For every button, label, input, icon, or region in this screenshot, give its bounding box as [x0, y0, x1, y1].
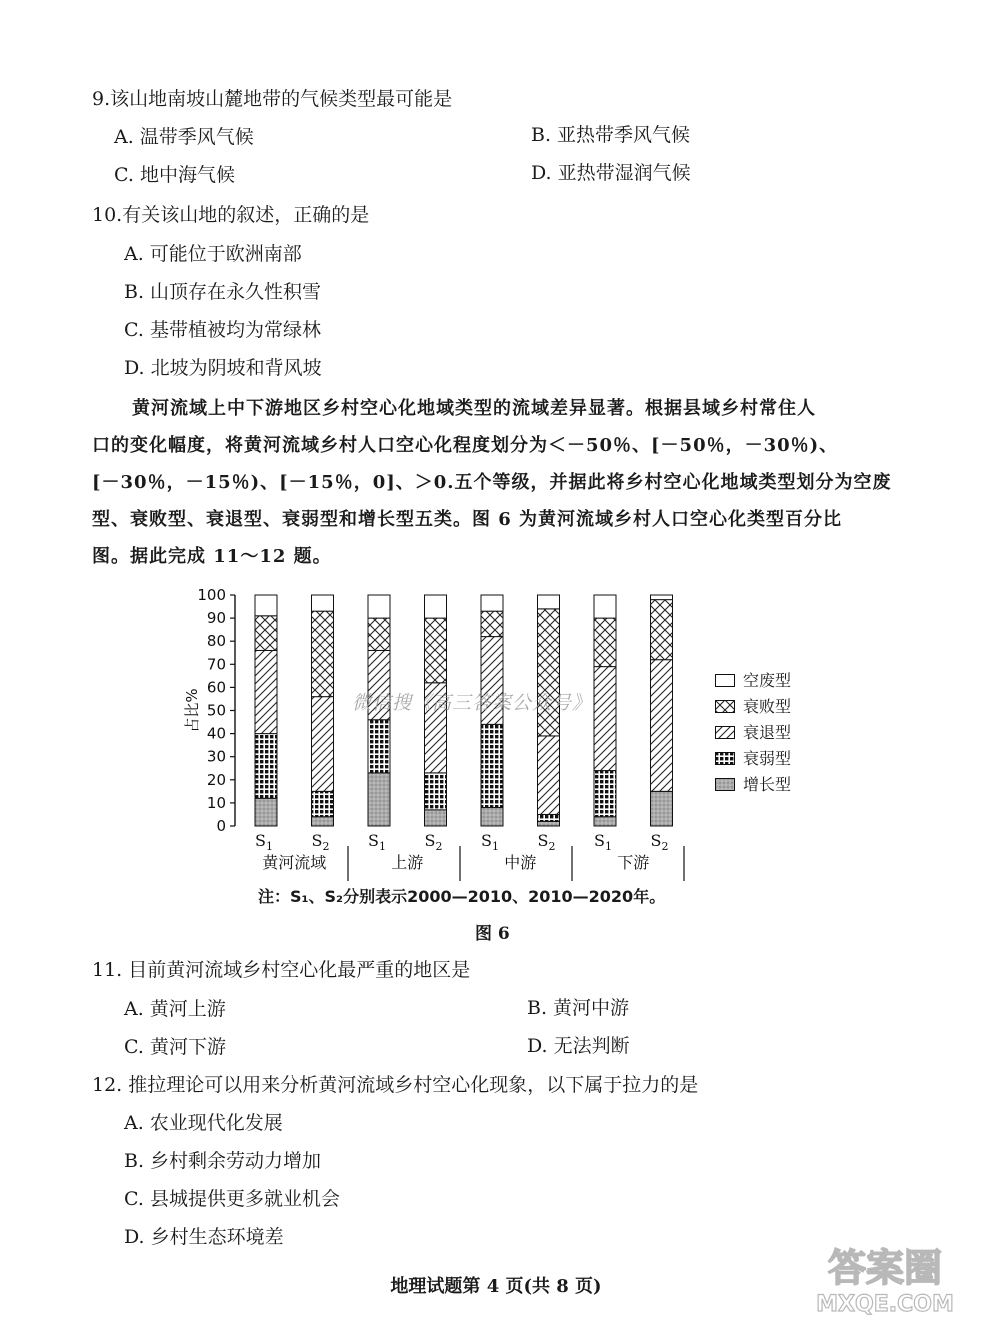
bar-segment-zengzhang: [312, 817, 334, 826]
bar-segment-kongfei: [312, 595, 334, 611]
q10-option-c: C. 基带植被均为常绿林: [124, 319, 321, 341]
legend-label: 衰退型: [743, 723, 792, 742]
group-label: 中游: [504, 853, 537, 872]
site-logo: [796, 1237, 974, 1317]
bar-segment-kongfei: [651, 595, 673, 600]
bar-segment-kongfei: [594, 595, 616, 618]
bar-segment-shuaitui: [538, 736, 560, 815]
page-footer: 地理试题第 4 页(共 8 页): [390, 1276, 602, 1297]
bar-segment-shuaitui: [594, 667, 616, 771]
passage-line: 型、衰败型、衰退型、衰弱型和增长型五类。图 6 为黄河流域乡村人口空心化类型百分比: [92, 509, 843, 530]
legend-swatch-zengzhang: [715, 778, 735, 791]
q9-option-a: A. 温带季风气候: [114, 126, 254, 148]
bar-segment-shuaibai: [538, 609, 560, 736]
legend-swatch-shuaitui: [715, 726, 735, 739]
figure-caption: 图 6: [475, 924, 510, 944]
passage-line: [－30％，－15％)、[－15％，0]、＞0.五个等级，并据此将乡村空心化地域类型划分为空废: [92, 472, 892, 493]
q12-option-a: A. 农业现代化发展: [124, 1112, 283, 1134]
legend-swatch-shuaibai: [715, 700, 735, 713]
passage-line: 黄河流域上中下游地区乡村空心化地域类型的流域差异显著。根据县域乡村常住人: [132, 398, 816, 419]
y-tick-label: 0: [216, 817, 226, 835]
y-axis-label: 占比%: [183, 688, 201, 733]
q9-option-c: C. 地中海气候: [114, 164, 235, 186]
bar-segment-shuairuo: [594, 771, 616, 817]
q10-option-b: B. 山顶存在永久性积雪: [124, 281, 322, 303]
y-tick-label: 100: [197, 586, 226, 604]
q12-option-d: D. 乡村生态环境差: [124, 1226, 284, 1248]
y-tick-label: 60: [206, 678, 226, 697]
q9-option-b: B. 亚热带季风气候: [531, 124, 691, 146]
bar-segment-shuairuo: [255, 734, 277, 799]
q11-option-b: B. 黄河中游: [527, 997, 630, 1019]
bar-segment-shuaibai: [651, 600, 673, 660]
legend-label: 空废型: [743, 671, 792, 690]
x-tick-label: $S_2$: [650, 831, 669, 853]
bar-segment-kongfei: [538, 595, 560, 609]
bar-segment-zengzhang: [594, 817, 616, 826]
bar-segment-shuaitui: [651, 660, 673, 792]
q11-option-d: D. 无法判断: [527, 1035, 630, 1057]
bar-segment-shuaibai: [255, 616, 277, 651]
bar-segment-shuairuo: [481, 724, 503, 807]
q12-stem: 12. 推拉理论可以用来分析黄河流域乡村空心化现象，以下属于拉力的是: [92, 1074, 699, 1096]
logo-url: MXQE.COM: [816, 1292, 954, 1317]
stacked-bar-chart: [175, 580, 715, 910]
y-tick-label: 80: [206, 632, 226, 651]
bar-segment-kongfei: [425, 595, 447, 618]
bar-segment-shuairuo: [368, 720, 390, 773]
y-tick-label: 70: [206, 655, 226, 674]
q9-option-d: D. 亚热带湿润气候: [531, 162, 691, 184]
bar-segment-shuairuo: [425, 773, 447, 810]
q9-stem: 9.该山地南坡山麓地带的气候类型最可能是: [92, 88, 453, 110]
y-tick-label: 40: [206, 724, 226, 743]
x-tick-label: $S_2$: [424, 831, 443, 853]
bar-segment-shuaibai: [425, 618, 447, 683]
watermark-text: 微信搜《高三答案公众号》: [352, 692, 593, 714]
bar-segment-kongfei: [481, 595, 503, 611]
passage: [92, 390, 892, 575]
bar-segment-shuaibai: [312, 611, 334, 696]
q11-option-a: A. 黄河上游: [124, 998, 226, 1020]
passage-line: 口的变化幅度，将黄河流域乡村人口空心化程度划分为＜－50％、[－50％，－30％)、: [92, 435, 839, 456]
x-tick-label: $S_1$: [255, 831, 273, 853]
q12-option-c: C. 县城提供更多就业机会: [124, 1188, 340, 1210]
y-tick-label: 90: [206, 609, 226, 628]
group-label: 上游: [391, 853, 424, 872]
bar-segment-shuairuo: [312, 791, 334, 816]
y-tick-label: 20: [206, 770, 226, 789]
y-tick-label: 50: [206, 701, 226, 720]
bar-segment-zengzhang: [255, 798, 277, 826]
bar-segment-zengzhang: [425, 810, 447, 826]
q12-option-b: B. 乡村剩余劳动力增加: [124, 1150, 322, 1172]
bar-segment-kongfei: [368, 595, 390, 618]
bar-segment-kongfei: [255, 595, 277, 616]
legend-swatch-kongfei: [715, 674, 735, 687]
x-tick-label: $S_1$: [481, 831, 499, 853]
bar-segment-shuaitui: [312, 697, 334, 792]
bar-segment-shuaibai: [594, 618, 616, 667]
legend-label: 增长型: [743, 775, 792, 794]
y-tick-label: 30: [206, 747, 226, 766]
passage-line: 图。据此完成 11～12 题。: [92, 546, 332, 567]
bar-segment-shuairuo: [538, 814, 560, 821]
logo-title: 答案圈: [827, 1246, 943, 1290]
q10-option-d: D. 北坡为阴坡和背风坡: [124, 357, 322, 379]
bar-segment-zengzhang: [481, 808, 503, 826]
q11-option-c: C. 黄河下游: [124, 1036, 226, 1058]
chart-note: 注：S₁、S₂分别表示2000—2010、2010—2020年。: [258, 887, 666, 906]
x-tick-label: $S_1$: [594, 831, 612, 853]
group-label: 黄河流域: [262, 853, 327, 872]
y-tick-label: 10: [206, 793, 226, 812]
bar-segment-zengzhang: [538, 821, 560, 826]
bar-segment-shuaitui: [255, 650, 277, 733]
q10-stem: 10.有关该山地的叙述，正确的是: [92, 204, 370, 226]
bar-segment-zengzhang: [651, 791, 673, 826]
bar-segment-shuaibai: [481, 611, 503, 636]
legend-label: 衰败型: [743, 697, 792, 716]
q10-option-a: A. 可能位于欧洲南部: [124, 243, 302, 265]
group-label: 下游: [617, 853, 650, 872]
bar-segment-shuaibai: [368, 618, 390, 650]
x-tick-label: $S_2$: [311, 831, 330, 853]
legend-swatch-shuairuo: [715, 752, 735, 765]
legend-label: 衰弱型: [743, 749, 792, 768]
x-tick-label: $S_1$: [368, 831, 386, 853]
q11-stem: 11. 目前黄河流域乡村空心化最严重的地区是: [92, 959, 471, 981]
x-tick-label: $S_2$: [537, 831, 556, 853]
bar-segment-zengzhang: [368, 773, 390, 826]
